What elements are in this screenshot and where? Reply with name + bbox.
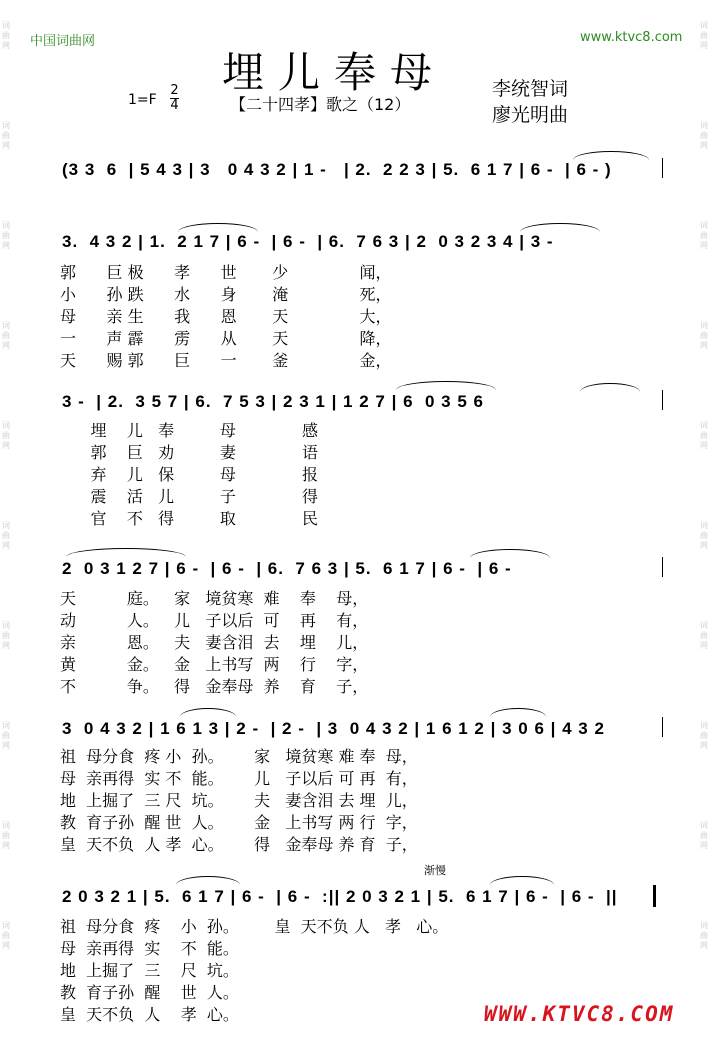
side-watermark-right: 词 曲 网 词 曲 网 词 曲 网 词 曲 网 词 曲 网 词 曲 网 词 曲 网 词 曲 网 词 曲 网 词 曲 网: [700, 21, 708, 950]
slur: [180, 708, 236, 717]
lyric-line: 教 育子孙 醒 世 人。 金 上书写 两 行 字，: [60, 813, 418, 832]
tie: [573, 151, 649, 160]
notation-row: (3 3 6 | 5 4 3 | 3 0 4 3 2 | 1 - | 2. 2 2 3 | 5. 6 1 7 | 6 - | 6 - ): [62, 160, 612, 179]
notation-row: 3 0 4 3 2 | 1 6 1 3 | 2 - | 2 - | 3 0 4 3 2 | 1 6 1 2 | 3 0 6 | 4 3 2: [62, 719, 605, 738]
notation-row: 2 0 3 2 1 | 5. 6 1 7 | 6 - | 6 - :|| 2 0 3 2 1 | 5. 6 1 7 | 6 - | 6 - ||: [62, 887, 618, 906]
slur: [470, 549, 550, 558]
lyric-line: 震 活 儿 子 得: [60, 487, 319, 506]
lyric-line: 祖 母分食 疼 小 孙。 家 境贫寒 难 奉 母，: [60, 747, 418, 766]
slur: [396, 381, 496, 390]
side-watermark-left: 词 曲 网 词 曲 网 词 曲 网 词 曲 网 词 曲 网 词 曲 网 词 曲 网 词 曲 网 词 曲 网 词 曲 网: [2, 21, 10, 950]
lyric-line: 皇 天不负 人 孝 心。: [60, 1005, 239, 1024]
lyric-line: 母 亲 生 我 恩 天 大，: [60, 307, 392, 326]
song-title: 埋儿奉母: [222, 48, 447, 97]
tempo-mark: 渐慢: [424, 864, 446, 877]
lyric-line: 天 赐 郭 巨 一 釜 金，: [60, 351, 392, 370]
lyric-line: 动 人。 儿 子以后 可 再 有，: [60, 611, 369, 630]
lyric-line: 教 育子孙 醒 世 人。: [60, 983, 239, 1002]
lyric-line: 母 亲再得 实 不 能。 儿 子以后 可 再 有，: [60, 769, 418, 788]
notation-row: 3. 4 3 2 | 1. 2 1 7 | 6 - | 6 - | 6. 7 6 3 | 2 0 3 2 3 4 | 3 -: [62, 232, 554, 251]
slur: [176, 876, 240, 885]
lyric-line: 亲 恩。 夫 妻含泪 去 埋 儿，: [60, 633, 369, 652]
lyric-line: 郭 巨 劝 妻 语: [60, 443, 319, 462]
site-url-right[interactable]: www.ktvc8.com: [580, 30, 683, 45]
slur: [490, 708, 546, 717]
barline: [662, 390, 663, 410]
slur: [520, 223, 600, 232]
lyric-line: 母 亲再得 实 不 能。: [60, 939, 239, 958]
lyric-line: 一 声 霹 雳 从 天 降，: [60, 329, 392, 348]
lyricist-credit: 李统智词: [492, 78, 569, 100]
barline: [662, 717, 663, 737]
lyric-line: 黄 金。 金 上书写 两 行 字，: [60, 655, 369, 674]
lyric-line: 皇 天不负 人 孝 心。 得 金奉母 养 育 子，: [60, 835, 418, 854]
meter-top: 2: [170, 83, 179, 98]
bottom-watermark-logo: WWW.KTVC8.COM: [484, 1002, 675, 1026]
lyric-line: 地 上掘了 三 尺 坑。 夫 妻含泪 去 埋 儿，: [60, 791, 418, 810]
lyric-line: 祖 母分食 疼 小 孙。 皇 天不负 人 孝 心。: [60, 917, 449, 936]
key-signature: 1=F: [128, 92, 157, 108]
lyric-line: 埋 儿 奉 母 感: [60, 421, 319, 440]
slur: [66, 548, 186, 557]
slur: [178, 223, 258, 232]
barline: [662, 557, 663, 577]
notation-row: 2 0 3 1 2 7 | 6 - | 6 - | 6. 7 6 3 | 5. 6 1 7 | 6 - | 6 -: [62, 559, 512, 578]
time-signature: [170, 84, 179, 113]
composer-credit: 廖光明曲: [492, 104, 569, 126]
barline: [662, 158, 663, 178]
lyric-line: 不 争。 得 金奉母 养 育 子，: [60, 677, 369, 696]
slur: [490, 876, 554, 885]
subtitle: 【二十四孝】歌之（12）: [230, 95, 411, 114]
meter-bottom: 4: [170, 98, 179, 113]
lyric-line: 地 上掘了 三 尺 坑。: [60, 961, 239, 980]
final-barline: [653, 885, 656, 907]
lyric-line: 郭 巨 极 孝 世 少 闻，: [60, 263, 392, 282]
lyric-line: 弃 儿 保 母 报: [60, 465, 319, 484]
site-name-left[interactable]: 中国词曲网: [30, 34, 96, 49]
lyric-line: 天 庭。 家 境贫寒 难 奉 母，: [60, 589, 369, 608]
notation-row: 3 - | 2. 3 5 7 | 6. 7 5 3 | 2 3 1 | 1 2 7 | 6 0 3 5 6: [62, 392, 484, 411]
lyric-line: 小 孙 跌 水 身 淹 死，: [60, 285, 392, 304]
slur: [580, 383, 640, 392]
lyric-line: 官 不 得 取 民: [60, 509, 319, 528]
